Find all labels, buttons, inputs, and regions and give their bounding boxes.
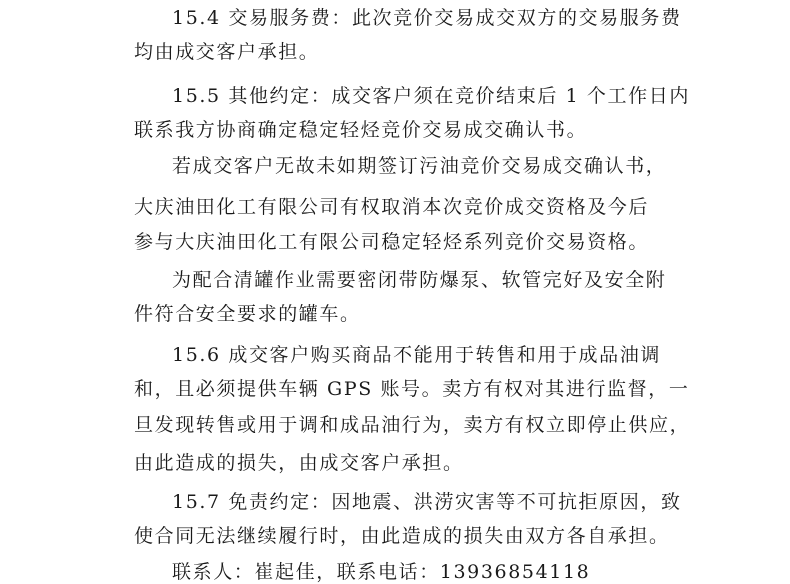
text-line: 大庆油田化工有限公司有权取消本次竞价成交资格及今后 [134, 196, 650, 218]
text-line: 由此造成的损失，由成交客户承担。 [134, 452, 464, 474]
text-line-15-5: 15.5 其他约定：成交客户须在竞价结束后 1 个工作日内 [172, 85, 690, 107]
text-line-15-4: 15.4 交易服务费：此次竞价交易成交双方的交易服务费 [172, 7, 682, 29]
text-line: 旦发现转售或用于调和成品油行为，卖方有权立即停止供应， [134, 414, 691, 436]
text-line-15-7: 15.7 免责约定：因地震、洪涝灾害等不可抗拒原因，致 [172, 491, 682, 513]
text-line: 使合同无法继续履行时，由此造成的损失由双方各自承担。 [134, 525, 670, 547]
text-line: 均由成交客户承担。 [134, 41, 320, 63]
text-line: 参与大庆油田化工有限公司稳定轻烃系列竞价交易资格。 [134, 231, 650, 253]
text-line: 为配合清罐作业需要密闭带防爆泵、软管完好及安全附 [172, 269, 667, 291]
text-line-15-6: 15.6 成交客户购买商品不能用于转售和用于成品油调 [172, 344, 661, 366]
text-line: 和，且必须提供车辆 GPS 账号。卖方有权对其进行监督，一 [134, 378, 690, 400]
text-line: 件符合安全要求的罐车。 [134, 303, 361, 325]
text-line: 联系我方协商确定稳定轻烃竞价交易成交确认书。 [134, 119, 588, 141]
text-line: 若成交客户无故未如期签订污油竞价交易成交确认书， [172, 155, 667, 177]
contact-line: 联系人：崔起佳，联系电话：13936854118 [172, 561, 591, 583]
